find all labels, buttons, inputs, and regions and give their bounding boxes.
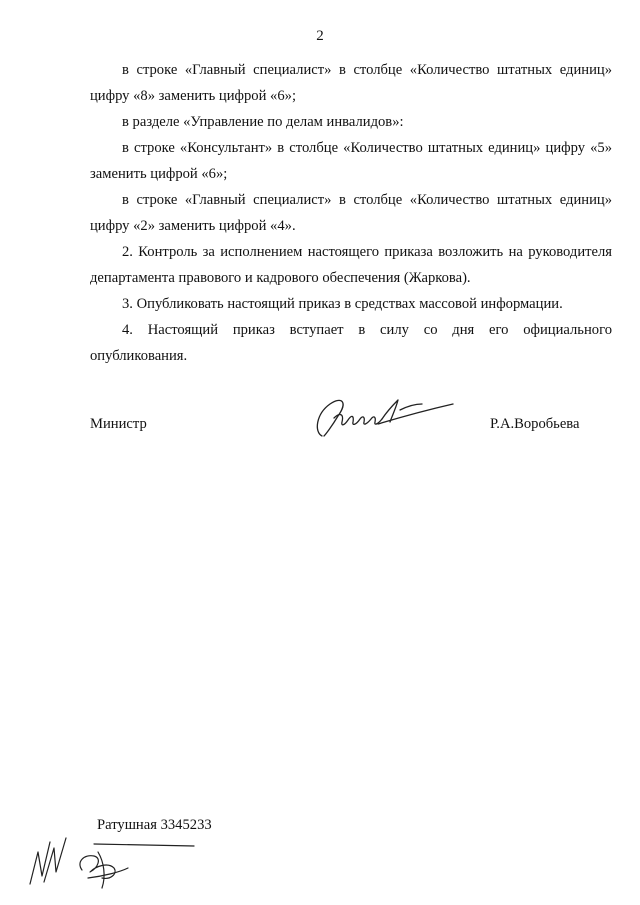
page-number: 2 [316,28,324,44]
approval-initials-scribble [24,832,204,892]
minister-name: Р.А.Воробьева [490,416,580,432]
document-body [90,57,612,369]
paragraph-chief-specialist-1: в строке «Главный специалист» в столбце «Количество штатных единиц» цифру «8» заменить цифрой «6»; [90,62,612,104]
paragraph-consultant: в строке «Консультант» в столбце «Количество штатных единиц» цифру «5» заменить цифрой «6»; [90,140,612,182]
paragraph-item-3-publish: 3. Опубликовать настоящий приказ в средствах массовой информации. [122,296,563,312]
handwritten-signature [308,392,458,442]
paragraph-disability-section: в разделе «Управление по делам инвалидов»: [122,114,404,130]
minister-title: Министр [90,416,147,432]
paragraph-item-4-effective: 4. Настоящий приказ вступает в силу со дня его официального опубликования. [90,322,612,364]
paragraph-item-2-control: 2. Контроль за исполнением настоящего приказа возложить на руководителя департамента правового и кадрового обеспечения (Жаркова). [90,244,612,286]
paragraph-chief-specialist-2: в строке «Главный специалист» в столбце «Количество штатных единиц» цифру «2» заменить цифрой «4». [90,192,612,234]
signature-block [90,392,590,452]
executor-line: Ратушная 3345233 [97,817,212,833]
